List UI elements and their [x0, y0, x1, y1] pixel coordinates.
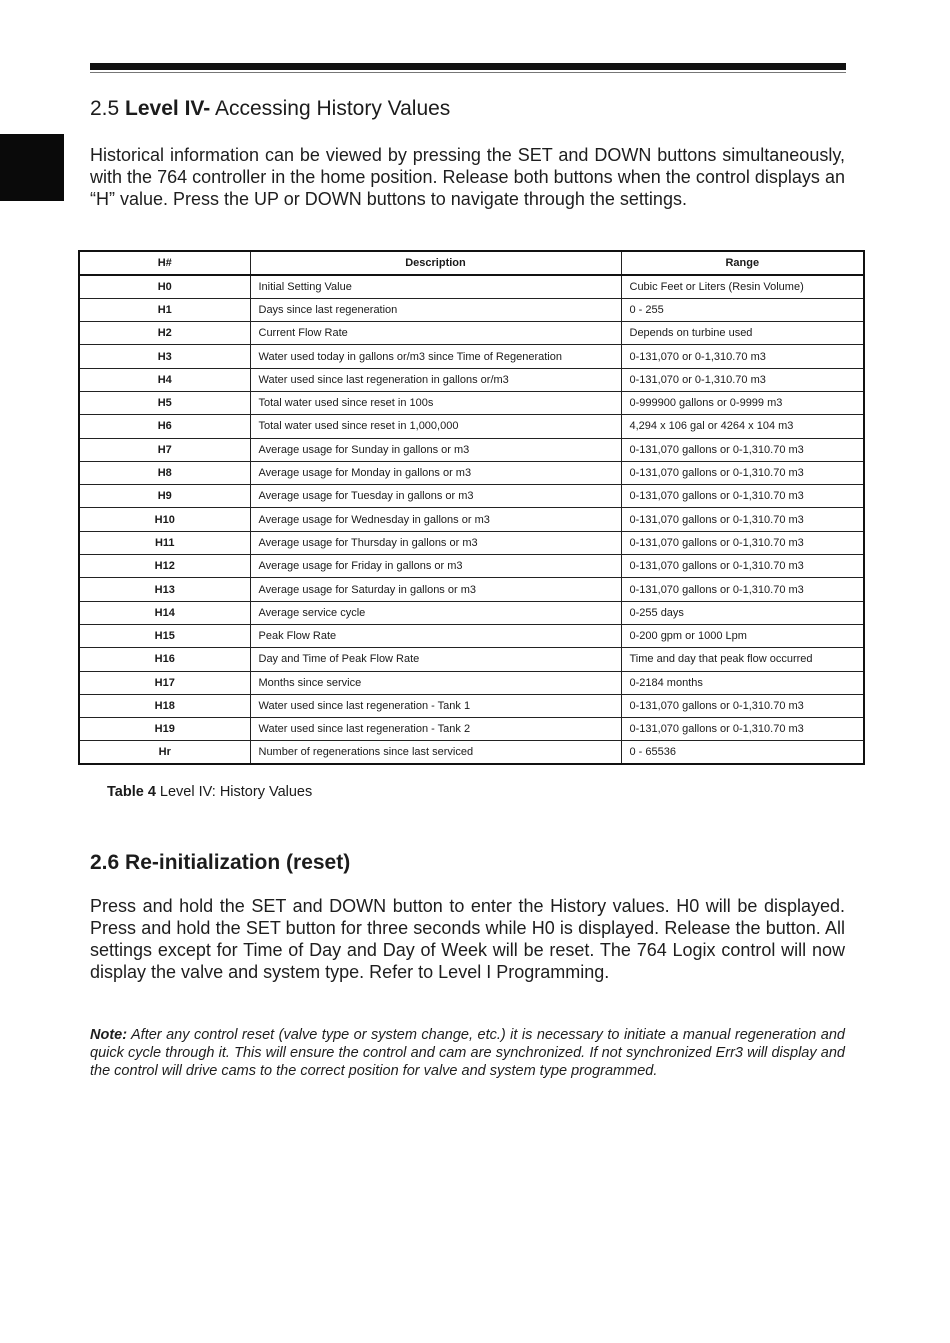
- note-text: After any control reset (valve type or system change, etc.) it is necessary to initiate a manual regeneration and quick cycle through it. This will ensure the control and cam are synchronized. If not synchronized Err3 will display and the control will drive cams to the correct position for valve and system type programmed.: [90, 1027, 845, 1079]
- table-row: [79, 671, 864, 694]
- description-cell: Average usage for Thursday in gallons or m3: [250, 531, 621, 554]
- description-cell: Total water used since reset in 1,000,000: [250, 415, 621, 438]
- header-description: Description: [250, 251, 621, 275]
- description-cell: Water used since last regeneration - Tank 1: [250, 694, 621, 717]
- description-cell: Total water used since reset in 100s: [250, 391, 621, 414]
- range-cell: 0-131,070 or 0-1,310.70 m3: [621, 368, 864, 391]
- h-code-cell: H7: [79, 438, 250, 461]
- description-cell: Day and Time of Peak Flow Rate: [250, 648, 621, 671]
- table-row: [79, 718, 864, 741]
- h-code-cell: H8: [79, 461, 250, 484]
- section-number: 2.5: [90, 97, 120, 120]
- h-code-cell: H5: [79, 391, 250, 414]
- h-code-cell: H15: [79, 624, 250, 647]
- h-code-cell: Hr: [79, 741, 250, 764]
- description-cell: Average service cycle: [250, 601, 621, 624]
- description-cell: Average usage for Saturday in gallons or m3: [250, 578, 621, 601]
- range-cell: Depends on turbine used: [621, 322, 864, 345]
- description-cell: Months since service: [250, 671, 621, 694]
- h-code-cell: H4: [79, 368, 250, 391]
- description-cell: Water used today in gallons or/m3 since Time of Regeneration: [250, 345, 621, 368]
- h-code-cell: H3: [79, 345, 250, 368]
- section-2-6-heading: 2.6 Re-initialization (reset): [90, 851, 351, 874]
- table-row: [79, 531, 864, 554]
- h-code-cell: H16: [79, 648, 250, 671]
- top-rule: [90, 63, 846, 70]
- reset-note: [90, 1026, 845, 1080]
- table-row: [79, 694, 864, 717]
- description-cell: Water used since last regeneration - Tank 2: [250, 718, 621, 741]
- table-row: [79, 555, 864, 578]
- range-cell: 0-200 gpm or 1000 Lpm: [621, 624, 864, 647]
- table-row: [79, 322, 864, 345]
- range-cell: 0-131,070 gallons or 0-1,310.70 m3: [621, 508, 864, 531]
- range-cell: 0-2184 months: [621, 671, 864, 694]
- note-label: Note:: [90, 1027, 128, 1043]
- description-cell: Average usage for Tuesday in gallons or m3: [250, 485, 621, 508]
- table-row: [79, 415, 864, 438]
- table-row: [79, 485, 864, 508]
- description-cell: Number of regenerations since last serviced: [250, 741, 621, 764]
- h-code-cell: H13: [79, 578, 250, 601]
- h-code-cell: H11: [79, 531, 250, 554]
- h-code-cell: H9: [79, 485, 250, 508]
- range-cell: 0-131,070 gallons or 0-1,310.70 m3: [621, 438, 864, 461]
- h-code-cell: H14: [79, 601, 250, 624]
- section-title: Accessing History Values: [210, 97, 451, 120]
- table-header-row: [79, 251, 864, 275]
- table-row: [79, 438, 864, 461]
- table-row: [79, 391, 864, 414]
- h-code-cell: H19: [79, 718, 250, 741]
- description-cell: Days since last regeneration: [250, 298, 621, 321]
- range-cell: 4,294 x 106 gal or 4264 x 104 m3: [621, 415, 864, 438]
- range-cell: 0-131,070 gallons or 0-1,310.70 m3: [621, 485, 864, 508]
- h-code-cell: H1: [79, 298, 250, 321]
- top-rule-thin: [90, 72, 846, 73]
- range-cell: 0-131,070 or 0-1,310.70 m3: [621, 345, 864, 368]
- range-cell: 0-255 days: [621, 601, 864, 624]
- header-h-number: H#: [79, 251, 250, 275]
- table-row: [79, 368, 864, 391]
- history-values-table: [78, 250, 865, 765]
- table-row: [79, 648, 864, 671]
- table-body: [79, 275, 864, 764]
- table-row: [79, 461, 864, 484]
- header-range: Range: [621, 251, 864, 275]
- description-cell: Initial Setting Value: [250, 275, 621, 298]
- table-row: [79, 298, 864, 321]
- h-code-cell: H17: [79, 671, 250, 694]
- table-row: [79, 508, 864, 531]
- range-cell: 0 - 255: [621, 298, 864, 321]
- description-cell: Current Flow Rate: [250, 322, 621, 345]
- h-code-cell: H2: [79, 322, 250, 345]
- range-cell: 0-131,070 gallons or 0-1,310.70 m3: [621, 718, 864, 741]
- range-cell: 0-131,070 gallons or 0-1,310.70 m3: [621, 694, 864, 717]
- description-cell: Water used since last regeneration in gallons or/m3: [250, 368, 621, 391]
- table-row: [79, 578, 864, 601]
- description-cell: Average usage for Friday in gallons or m3: [250, 555, 621, 578]
- range-cell: Time and day that peak flow occurred: [621, 648, 864, 671]
- range-cell: Cubic Feet or Liters (Resin Volume): [621, 275, 864, 298]
- caption-label: Table 4: [107, 784, 156, 800]
- range-cell: 0-131,070 gallons or 0-1,310.70 m3: [621, 461, 864, 484]
- range-cell: 0-999900 gallons or 0-9999 m3: [621, 391, 864, 414]
- section-2-6-body: Press and hold the SET and DOWN button to enter the History values. H0 will be displayed. Press and hold the SET button for three seconds while H0 is displayed. Release the button. All settings except for Time of Day and Day of Week will be reset. The 764 Logix control will now display the valve and system type. Refer to Level I Programming.: [90, 896, 845, 982]
- chapter-tab-marker: [0, 134, 64, 201]
- h-code-cell: H10: [79, 508, 250, 531]
- section-level: Level IV-: [125, 97, 211, 120]
- table-row: [79, 601, 864, 624]
- range-cell: 0 - 65536: [621, 741, 864, 764]
- h-code-cell: H12: [79, 555, 250, 578]
- table-row: [79, 624, 864, 647]
- table-caption: [107, 784, 312, 800]
- range-cell: 0-131,070 gallons or 0-1,310.70 m3: [621, 531, 864, 554]
- description-cell: Average usage for Monday in gallons or m3: [250, 461, 621, 484]
- table-row: [79, 345, 864, 368]
- range-cell: 0-131,070 gallons or 0-1,310.70 m3: [621, 555, 864, 578]
- range-cell: 0-131,070 gallons or 0-1,310.70 m3: [621, 578, 864, 601]
- h-code-cell: H6: [79, 415, 250, 438]
- description-cell: Average usage for Wednesday in gallons or m3: [250, 508, 621, 531]
- h-code-cell: H18: [79, 694, 250, 717]
- caption-text: Level IV: History Values: [155, 784, 313, 800]
- h-code-cell: H0: [79, 275, 250, 298]
- description-cell: Average usage for Sunday in gallons or m3: [250, 438, 621, 461]
- description-cell: Peak Flow Rate: [250, 624, 621, 647]
- table-row: [79, 275, 864, 298]
- table-row: [79, 741, 864, 764]
- section-2-5-body: Historical information can be viewed by pressing the SET and DOWN buttons simultaneously, with the 764 controller in the home position. Release both buttons when the control displays an “H” value. Press the UP or DOWN buttons to navigate through the settings.: [90, 145, 845, 209]
- section-2-5-heading: [90, 97, 450, 121]
